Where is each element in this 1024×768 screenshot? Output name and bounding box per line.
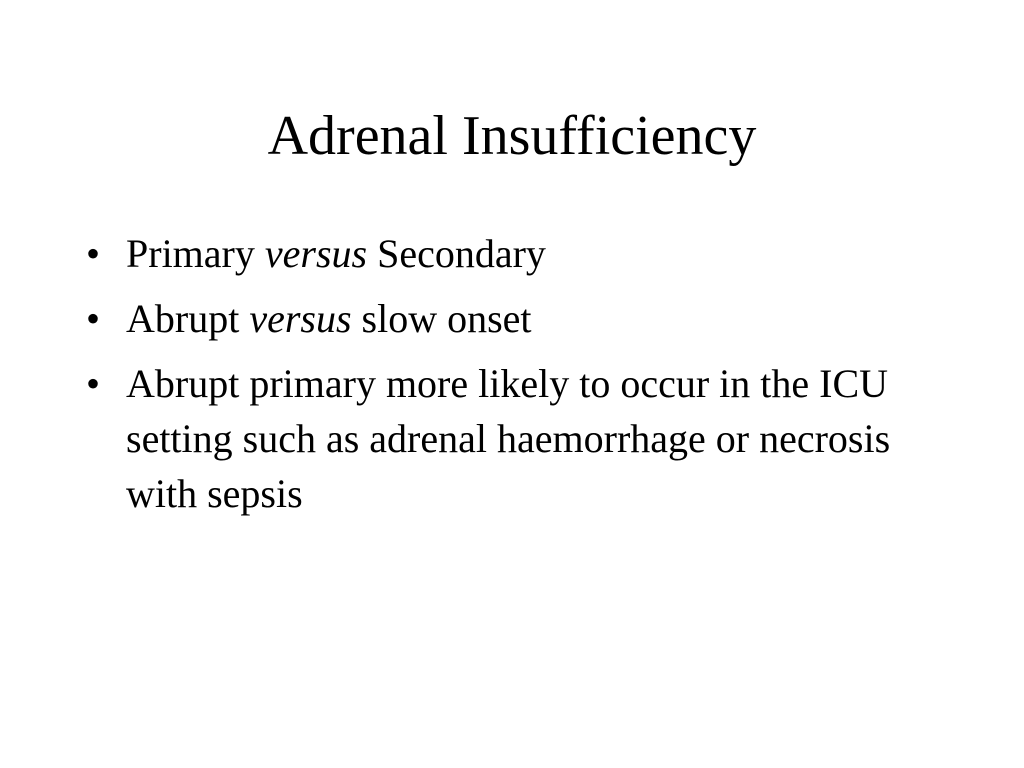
bullet-text: Primary <box>126 231 255 276</box>
bullet-text: slow onset <box>361 296 532 341</box>
bullet-emphasis: versus <box>249 296 352 341</box>
bullet-dot-icon: • <box>86 231 101 276</box>
bullet-dot-icon: • <box>86 361 101 406</box>
bullet-list <box>86 226 966 531</box>
bullet-item <box>86 291 966 346</box>
bullet-text: Secondary <box>377 231 546 276</box>
slide-title: Adrenal Insufficiency <box>267 105 757 167</box>
bullet-item <box>86 356 966 521</box>
bullet-dot-icon: • <box>86 296 101 341</box>
bullet-emphasis: versus <box>264 231 368 276</box>
bullet-text: Abrupt <box>126 296 240 341</box>
bullet-text: Abrupt primary more likely to occur in the ICU setting such as adrenal haemorrhage or necrosis with sepsis <box>126 361 891 516</box>
bullet-item <box>86 226 966 281</box>
